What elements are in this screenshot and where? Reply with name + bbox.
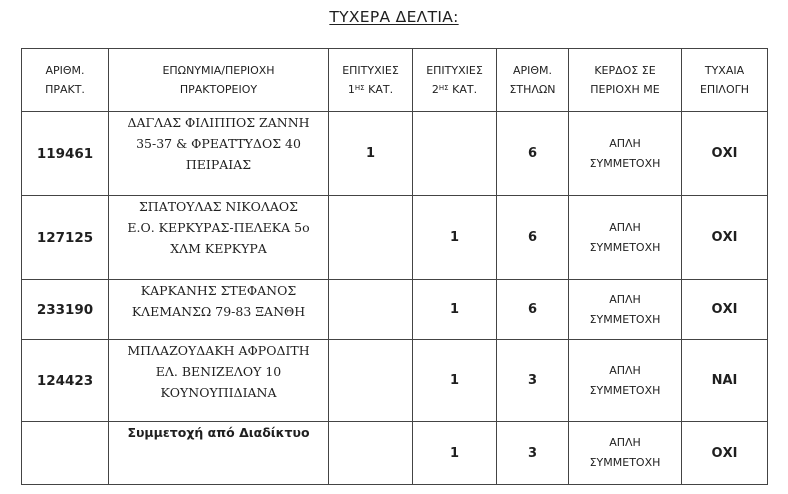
- agent-name: ΔΑΓΛΑΣ ΦΙΛΙΠΠΟΣ ΖΑΝΝΗ 35-37 & ΦΡΕΑΤΤΥΔΟΣ 40 ΠΕΙΡΑΙΑΣ: [109, 112, 329, 196]
- region-gain: ΑΠΛΗ ΣΥΜΜΕΤΟΧΗ: [569, 340, 682, 422]
- table-row: [22, 196, 768, 280]
- wins-cat1: [329, 422, 413, 485]
- random-pick: ΝΑΙ: [682, 340, 768, 422]
- header-wins-cat2: ΕΠΙΤΥΧΙΕΣ $2^{H\Sigma}$ ΚΑΤ.: [413, 49, 497, 112]
- columns-count: 3: [497, 340, 569, 422]
- wins-cat2: 1: [413, 340, 497, 422]
- columns-count: 6: [497, 280, 569, 340]
- random-pick: ΟΧΙ: [682, 280, 768, 340]
- wins-cat1: 1: [329, 112, 413, 196]
- header-region-gain: ΚΕΡΔΟΣ ΣΕ ΠΕΡΙΟΧΗ ΜΕ: [569, 49, 682, 112]
- agent-name: Συμμετοχή από Διαδίκτυο: [109, 422, 329, 485]
- winning-tickets-table: [21, 48, 768, 485]
- region-gain: ΑΠΛΗ ΣΥΜΜΕΤΟΧΗ: [569, 196, 682, 280]
- random-pick: ΟΧΙ: [682, 196, 768, 280]
- wins-cat2: 1: [413, 422, 497, 485]
- region-gain: ΑΠΛΗ ΣΥΜΜΕΤΟΧΗ: [569, 280, 682, 340]
- agent-id: 233190: [22, 280, 109, 340]
- random-pick: ΟΧΙ: [682, 112, 768, 196]
- agent-id: [22, 422, 109, 485]
- agent-name: ΚΑΡΚΑΝΗΣ ΣΤΕΦΑΝΟΣ ΚΛΕΜΑΝΣΩ 79-83 ΞΑΝΘΗ: [109, 280, 329, 340]
- header-random-pick: ΤΥΧΑΙΑ ΕΠΙΛΟΓΗ: [682, 49, 768, 112]
- header-row: [22, 49, 768, 112]
- agent-name: ΜΠΛΑΖΟΥΔΑΚΗ ΑΦΡΟΔΙΤΗ ΕΛ. ΒΕΝΙΖΕΛΟΥ 10 ΚΟΥΝΟΥΠΙΔΙΑΝΑ: [109, 340, 329, 422]
- random-pick: ΟΧΙ: [682, 422, 768, 485]
- header-columns: ΑΡΙΘΜ. ΣΤΗΛΩΝ: [497, 49, 569, 112]
- header-agent-name: ΕΠΩΝΥΜΙΑ/ΠΕΡΙΟΧΗ ΠΡΑΚΤΟΡΕΙΟΥ: [109, 49, 329, 112]
- wins-cat2: 1: [413, 280, 497, 340]
- wins-cat2: [413, 112, 497, 196]
- wins-cat1: [329, 340, 413, 422]
- wins-cat1: [329, 196, 413, 280]
- region-gain: ΑΠΛΗ ΣΥΜΜΕΤΟΧΗ: [569, 112, 682, 196]
- table-row: [22, 340, 768, 422]
- agent-id: 119461: [22, 112, 109, 196]
- columns-count: 6: [497, 112, 569, 196]
- columns-count: 6: [497, 196, 569, 280]
- wins-cat1: [329, 280, 413, 340]
- agent-id: 124423: [22, 340, 109, 422]
- table-row: [22, 280, 768, 340]
- page-title-text: ΤΥΧΕΡΑ ΔΕΛΤΙΑ:: [329, 8, 459, 26]
- agent-id: 127125: [22, 196, 109, 280]
- page-title: [0, 8, 788, 26]
- wins-cat2: 1: [413, 196, 497, 280]
- region-gain: ΑΠΛΗ ΣΥΜΜΕΤΟΧΗ: [569, 422, 682, 485]
- table-row: [22, 422, 768, 485]
- table-row: [22, 112, 768, 196]
- header-agent-id: ΑΡΙΘΜ. ΠΡΑΚΤ.: [22, 49, 109, 112]
- agent-name: ΣΠΑΤΟΥΛΑΣ ΝΙΚΟΛΑΟΣ Ε.Ο. ΚΕΡΚΥΡΑΣ-ΠΕΛΕΚΑ 5ο ΧΛΜ ΚΕΡΚΥΡΑ: [109, 196, 329, 280]
- columns-count: 3: [497, 422, 569, 485]
- header-wins-cat1: ΕΠΙΤΥΧΙΕΣ $1^{H\Sigma}$ ΚΑΤ.: [329, 49, 413, 112]
